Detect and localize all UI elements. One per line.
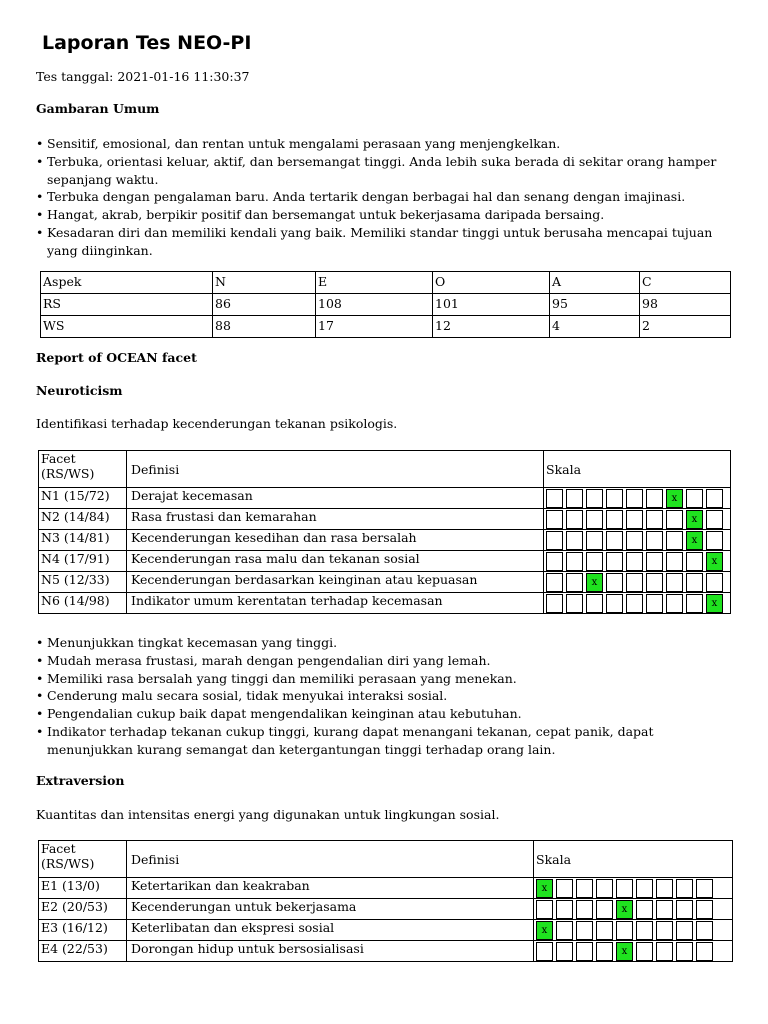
table-cell: 12 xyxy=(433,316,550,338)
scale-box xyxy=(646,489,663,508)
scale-cell xyxy=(544,593,731,614)
scale-box xyxy=(636,921,653,940)
list-item: • Mudah merasa frustasi, marah dengan pengendalian diri yang lemah. xyxy=(36,652,736,670)
list-item: • Terbuka, orientasi keluar, aktif, dan bersemangat tinggi. Anda lebih suka berada di sekitar orang hamper sepanjang waktu. xyxy=(36,153,736,189)
table-row xyxy=(41,316,731,338)
table-cell: 101 xyxy=(433,294,550,316)
table-cell: O xyxy=(433,272,550,294)
scale-box xyxy=(576,879,593,898)
scale-box xyxy=(676,879,693,898)
scale-box xyxy=(696,921,713,940)
scale-mark: x xyxy=(586,573,603,592)
list-item: • Menunjukkan tingkat kecemasan yang tinggi. xyxy=(36,634,736,652)
table-header-row xyxy=(39,451,731,488)
list-item: • Memiliki rasa bersalah yang tinggi dan memiliki perasaan yang menekan. xyxy=(36,670,736,688)
scale-box xyxy=(706,573,723,592)
scale-box xyxy=(706,510,723,529)
scale-box xyxy=(606,531,623,550)
scale-box xyxy=(656,921,673,940)
scale-box xyxy=(576,921,593,940)
scale-mark: x xyxy=(686,531,703,550)
facet-header: Facet (RS/WS) xyxy=(39,451,127,488)
definition-header: Definisi xyxy=(127,451,544,488)
scale-box xyxy=(686,489,703,508)
scale-box xyxy=(636,900,653,919)
scale-box xyxy=(546,510,563,529)
table-row xyxy=(39,878,733,899)
scale-box xyxy=(676,942,693,961)
scale-box xyxy=(686,552,703,571)
table-row xyxy=(39,530,731,551)
scale-box xyxy=(566,594,583,613)
scale-cell xyxy=(534,878,733,899)
scale-box xyxy=(616,921,633,940)
scale-box xyxy=(646,531,663,550)
scale-box xyxy=(626,573,643,592)
extraversion-table xyxy=(38,840,733,962)
table-cell: E xyxy=(316,272,433,294)
list-item: • Sensitif, emosional, dan rentan untuk mengalami perasaan yang menjengkelkan. xyxy=(36,135,736,153)
facet-report-heading: Report of OCEAN facet xyxy=(36,350,197,365)
table-row xyxy=(39,593,731,614)
aspect-table xyxy=(40,271,731,338)
table-cell: A xyxy=(550,272,640,294)
scale-box xyxy=(656,942,673,961)
scale-box xyxy=(626,489,643,508)
extraversion-description: Kuantitas dan intensitas energi yang digunakan untuk lingkungan sosial. xyxy=(36,807,500,822)
scale-cell xyxy=(544,551,731,572)
neuroticism-heading: Neuroticism xyxy=(36,383,123,398)
facet-cell: N6 (14/98) xyxy=(39,593,127,614)
scale-track xyxy=(536,941,730,961)
table-header-row xyxy=(41,272,731,294)
list-item: • Terbuka dengan pengalaman baru. Anda tertarik dengan berbagai hal dan senang dengan imajinasi. xyxy=(36,188,736,206)
table-row xyxy=(39,572,731,593)
list-item: • Kesadaran diri dan memiliki kendali yang baik. Memiliki standar tinggi untuk berusaha mencapai tujuan yang diinginkan. xyxy=(36,224,736,260)
scale-box xyxy=(556,900,573,919)
scale-box xyxy=(546,573,563,592)
scale-box xyxy=(566,531,583,550)
scale-box xyxy=(606,510,623,529)
scale-box xyxy=(586,594,603,613)
table-row xyxy=(41,294,731,316)
scale-box xyxy=(586,531,603,550)
overview-heading: Gambaran Umum xyxy=(36,101,160,116)
definition-cell: Kecenderungan kesedihan dan rasa bersalah xyxy=(127,530,544,551)
scale-mark: x xyxy=(536,921,553,940)
table-cell: N xyxy=(213,272,316,294)
scale-header: Skala xyxy=(544,451,731,488)
table-cell: C xyxy=(640,272,731,294)
table-row xyxy=(39,509,731,530)
scale-box xyxy=(656,900,673,919)
scale-cell xyxy=(544,530,731,551)
scale-box xyxy=(706,531,723,550)
overview-list xyxy=(36,135,736,260)
facet-cell: E2 (20/53) xyxy=(39,899,127,920)
facet-cell: E4 (22/53) xyxy=(39,941,127,962)
scale-box xyxy=(666,510,683,529)
table-row xyxy=(39,488,731,509)
definition-cell: Kecenderungan berdasarkan keinginan atau kepuasan xyxy=(127,572,544,593)
scale-box xyxy=(616,879,633,898)
facet-cell: N1 (15/72) xyxy=(39,488,127,509)
list-item: • Pengendalian cukup baik dapat mengendalikan keinginan atau kebutuhan. xyxy=(36,705,736,723)
definition-cell: Indikator umum kerentatan terhadap kecemasan xyxy=(127,593,544,614)
facet-cell: N3 (14/81) xyxy=(39,530,127,551)
scale-mark: x xyxy=(706,594,723,613)
definition-cell: Kecenderungan untuk bekerjasama xyxy=(127,899,534,920)
scale-box xyxy=(676,921,693,940)
facet-cell: N5 (12/33) xyxy=(39,572,127,593)
table-row xyxy=(39,551,731,572)
scale-track xyxy=(546,551,728,571)
scale-box xyxy=(546,552,563,571)
list-item: • Cenderung malu secara sosial, tidak menyukai interaksi sosial. xyxy=(36,687,736,705)
definition-cell: Kecenderungan rasa malu dan tekanan sosial xyxy=(127,551,544,572)
report-title: Laporan Tes NEO-PI xyxy=(42,32,252,54)
neuroticism-description: Identifikasi terhadap kecenderungan tekanan psikologis. xyxy=(36,416,398,431)
scale-box xyxy=(546,489,563,508)
table-cell: 4 xyxy=(550,316,640,338)
scale-box xyxy=(696,942,713,961)
scale-mark: x xyxy=(616,942,633,961)
scale-box xyxy=(586,552,603,571)
table-cell: 108 xyxy=(316,294,433,316)
scale-box xyxy=(666,531,683,550)
scale-header: Skala xyxy=(534,841,733,878)
definition-cell: Derajat kecemasan xyxy=(127,488,544,509)
scale-box xyxy=(556,942,573,961)
scale-track xyxy=(546,488,728,508)
scale-box xyxy=(596,921,613,940)
scale-track xyxy=(536,878,730,898)
scale-box xyxy=(606,489,623,508)
definition-cell: Dorongan hidup untuk bersosialisasi xyxy=(127,941,534,962)
scale-box xyxy=(536,900,553,919)
scale-box xyxy=(606,573,623,592)
scale-box xyxy=(646,594,663,613)
scale-mark: x xyxy=(616,900,633,919)
scale-box xyxy=(666,573,683,592)
scale-box xyxy=(706,489,723,508)
scale-box xyxy=(566,573,583,592)
list-item: • Hangat, akrab, berpikir positif dan bersemangat untuk bekerjasama daripada bersaing. xyxy=(36,206,736,224)
definition-cell: Ketertarikan dan keakraban xyxy=(127,878,534,899)
scale-box xyxy=(596,900,613,919)
scale-box xyxy=(686,573,703,592)
facet-cell: N2 (14/84) xyxy=(39,509,127,530)
scale-box xyxy=(546,594,563,613)
table-row xyxy=(39,941,733,962)
scale-box xyxy=(696,900,713,919)
scale-track xyxy=(546,572,728,592)
scale-box xyxy=(656,879,673,898)
table-cell: 86 xyxy=(213,294,316,316)
scale-cell xyxy=(544,488,731,509)
facet-header: Facet (RS/WS) xyxy=(39,841,127,878)
scale-box xyxy=(606,594,623,613)
scale-track xyxy=(546,593,728,613)
scale-cell xyxy=(544,509,731,530)
definition-cell: Keterlibatan dan ekspresi sosial xyxy=(127,920,534,941)
scale-box xyxy=(606,552,623,571)
list-item: • Indikator terhadap tekanan cukup tinggi, kurang dapat menangani tekanan, cepat panik, dapat menunjukkan kurang semangat dan ketergantungan tinggi terhadap orang lain. xyxy=(36,723,736,759)
scale-box xyxy=(636,942,653,961)
table-cell: 88 xyxy=(213,316,316,338)
scale-box xyxy=(666,552,683,571)
scale-track xyxy=(546,509,728,529)
scale-box xyxy=(556,921,573,940)
table-row xyxy=(39,899,733,920)
scale-box xyxy=(626,531,643,550)
scale-mark: x xyxy=(706,552,723,571)
scale-box xyxy=(626,552,643,571)
scale-box xyxy=(576,942,593,961)
scale-box xyxy=(566,489,583,508)
table-cell: 17 xyxy=(316,316,433,338)
scale-box xyxy=(596,879,613,898)
scale-box xyxy=(566,552,583,571)
scale-box xyxy=(556,879,573,898)
extraversion-heading: Extraversion xyxy=(36,773,125,788)
scale-track xyxy=(536,920,730,940)
scale-box xyxy=(626,510,643,529)
scale-box xyxy=(646,573,663,592)
table-header-row xyxy=(39,841,733,878)
scale-box xyxy=(566,510,583,529)
scale-box xyxy=(636,879,653,898)
scale-box xyxy=(676,900,693,919)
test-date: Tes tanggal: 2021-01-16 11:30:37 xyxy=(36,69,250,84)
table-cell: WS xyxy=(41,316,213,338)
scale-box xyxy=(686,594,703,613)
table-cell: RS xyxy=(41,294,213,316)
definition-header: Definisi xyxy=(127,841,534,878)
scale-cell xyxy=(544,572,731,593)
scale-box xyxy=(536,942,553,961)
scale-cell xyxy=(534,920,733,941)
facet-cell: E3 (16/12) xyxy=(39,920,127,941)
scale-box xyxy=(696,879,713,898)
scale-box xyxy=(586,510,603,529)
scale-box xyxy=(576,900,593,919)
facet-cell: E1 (13/0) xyxy=(39,878,127,899)
scale-track xyxy=(536,899,730,919)
neuroticism-list xyxy=(36,634,736,759)
scale-mark: x xyxy=(686,510,703,529)
table-cell: 98 xyxy=(640,294,731,316)
scale-box xyxy=(666,594,683,613)
definition-cell: Rasa frustasi dan kemarahan xyxy=(127,509,544,530)
table-row xyxy=(39,920,733,941)
table-cell: Aspek xyxy=(41,272,213,294)
scale-mark: x xyxy=(536,879,553,898)
scale-box xyxy=(626,594,643,613)
scale-box xyxy=(646,510,663,529)
scale-track xyxy=(546,530,728,550)
scale-cell xyxy=(534,941,733,962)
scale-mark: x xyxy=(666,489,683,508)
table-cell: 95 xyxy=(550,294,640,316)
table-cell: 2 xyxy=(640,316,731,338)
scale-box xyxy=(646,552,663,571)
scale-box xyxy=(596,942,613,961)
facet-cell: N4 (17/91) xyxy=(39,551,127,572)
scale-cell xyxy=(534,899,733,920)
scale-box xyxy=(546,531,563,550)
scale-box xyxy=(586,489,603,508)
neuroticism-table xyxy=(38,450,731,614)
